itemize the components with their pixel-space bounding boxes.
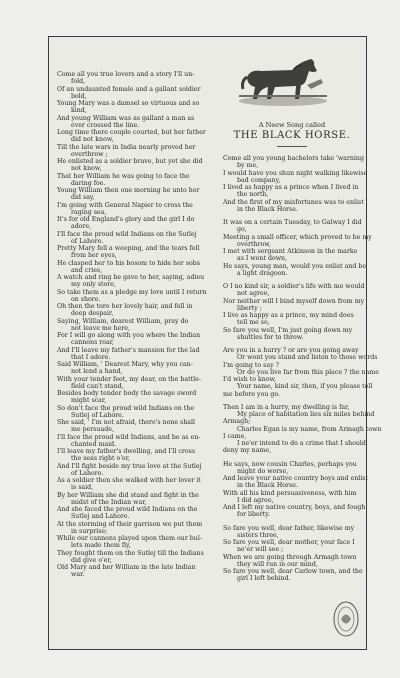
ballad-line: a light dragoon. [237,269,288,277]
title-rule [277,146,307,147]
ballad-line: And young William was as gallant a man as [57,114,195,122]
stanza [223,283,365,341]
ballad-line: I did agree, [237,496,274,504]
ballad-line: So don't face the proud wild Indians on the [57,404,195,412]
ballad-line: Sutlej and Lahore. [71,513,130,521]
ballad-line: Long time there couple courted, but her father [57,129,206,136]
ballad-line: shuttles for to throw. [237,333,304,341]
ballad-line: field can't stand, [71,382,124,390]
stanza [223,219,372,277]
ballad-line: Young William then one morning he unto her [57,187,200,194]
ballad-line: Young Mary was a damsel so virtuous and so [57,100,200,107]
stanza [223,525,361,583]
ballad-line: And leave your native country boys and enlist [223,475,368,482]
ballad-line: Nor neither will I bind myself down from my [223,297,365,305]
ballad-line: Besides body tender body the savage sword [57,390,197,397]
ballad-line: I would have you shun night walking likewise [223,169,368,177]
ballad-line: adore, [71,223,92,231]
ballad-line: bad company, [237,176,281,184]
ballad-line: Are you in a hurry ? or are you going away [223,347,359,354]
ballad-line: daring foe. [71,179,106,187]
ballad-line: It's for old England's glory and the girl I do [57,216,195,223]
ballad-line: It was on a certain Tuesday, to Galway I did [223,219,362,226]
ballad-line: He clasped her to his bosom to hide her sobs [57,259,200,267]
song-subtitle: A Neew Song called [258,121,326,129]
ballad-line: O I no kind sir, a soldier's life with me would [223,283,365,290]
ballad-line: did say, [71,194,95,202]
ballad-line: Come all you true lovers and a story I'll un- [57,71,195,78]
ballad-line: overthrow, [237,240,271,248]
ballad-line: deny my name, [223,447,272,455]
ballad-right-column [223,155,382,583]
ballad-line: by me, [237,162,259,170]
ballad-line: ne'er will see ; [237,546,284,554]
ballad-line: So fare you well, dear Carlow town, and the [223,568,363,575]
ballad-line: Armagh; [223,418,251,426]
ballad-line: in the Black Horse. [237,205,298,213]
ballad-line: And I'll fight beside my true love at the Sutlej [57,462,202,470]
ballad-line: With all his kind persuasiveness, with him [223,489,357,497]
ballad-line: So take them as a pledge my love until I return [57,288,207,296]
ballad-line: He says, now cousin Charles, perhaps you [223,460,357,468]
ballad-line: the seas right o'er, [71,455,131,463]
ballad-line: Or do you live far from this place ? the name [237,368,379,376]
ballad-line: that I adore. [71,353,111,361]
ballad-line: not agree, [237,290,270,298]
ballad-line: the north, [237,191,269,199]
ballad-line: He enlisted as a soldier brave, but yet she did [57,158,203,165]
ballad-line: Charles Egan is my name, from Armagh town [237,425,382,433]
ballad-line: me persuade, [71,426,114,434]
ballad-line: And I'll leave my father's mansion for the lad [57,346,200,354]
ballad-line: did give o'er, [71,556,112,564]
song-title: THE BLACK HORSE. [233,130,351,141]
ballad-line: Oh then the tore her lovely hair, and fell in [57,303,193,310]
ballad-line: I'm going to say ? [223,361,279,369]
ballad-line: overthrow ; [71,150,108,158]
ballad-line: in surprise; [71,527,108,535]
ballad-line: Saying, William, dearest William, pray do [57,317,189,325]
ballad-line: tell me so, [237,319,270,327]
ballad-line: She said, ' I'm not afraid, there's none shall [57,419,196,426]
ballad-line: for liberty. [237,511,270,519]
ballad-line: midst of the Indian war, [71,498,147,506]
ballad-line: I ne'er intend to do a crime that I should [237,440,366,447]
ballad-line: go, [237,226,247,234]
ballad-line: bold, [71,92,87,100]
ballad-left-column [57,71,207,579]
ballad-line: So fare you well, dear mother, your face I [223,539,355,546]
ballad-line: I'll face the proud wild Indians on the Sutlej [57,230,197,238]
ballad-line: And I left my native country, boys, and fough [223,504,366,511]
ballad-line: Your name, kind sir, then, if you please tell [237,383,373,391]
stanza [223,155,368,213]
ballad-line: might scar, [71,397,107,405]
ballad-line: kind, [71,107,87,115]
ballad-line: I'm going with General Napier to cross the [57,201,193,209]
ballad-line: They fought them on the Sutlej till the Indians [57,549,204,557]
ballad-line: on shore. [71,295,101,303]
ballad-line: liberty ; [237,304,262,312]
ballad-line: Old Mary and her William in the late Indian [57,564,196,571]
ballad-line: not lend a hand, [71,368,123,376]
ballad-line: my only store, [71,281,116,289]
ballad-line: Till the late wars in India nearly proved her [57,143,196,151]
ballad-line: fold, [71,78,86,86]
ballad-line: Or wont you stand and listen to those words [237,354,378,362]
ballad-line: I'll leave my father's dwelling, and I'll cross [57,448,196,455]
ballad-line: As a soldier then she walked with her lover it [57,477,201,484]
ballad-line: So fare you well, I'm just going down my [223,326,353,334]
ballad-line: lets made them fly, [71,542,131,550]
stanza [223,403,382,455]
ballad-line: chanted maid. [71,440,117,448]
ballad-line: in the Black Horse. [237,482,298,490]
ballad-line: I'd wish to know, [223,376,277,383]
ballad-line: as I went down, [237,255,288,263]
ballad-line: Of an undaunted female and a gallant soldier [57,85,201,93]
ballad-line: not know, [71,165,102,173]
ballad-line: me before you go. [223,390,281,398]
ballad-line: deep despair, [71,310,114,318]
stanza [223,347,379,398]
ballad-line: of Lahore. [71,469,104,477]
black-horse-woodcut [237,55,329,107]
ballad-line: And she faced the proud wild Indians on the [57,506,198,513]
ballad-line: My place of habitation lies six miles behind [237,411,375,418]
ballad-line: By her William she did stand and fight in the [57,491,199,499]
ballad-line: That her William he was going to face the [57,172,190,180]
ballad-line: I live as happy as a prince, my mind does [223,312,354,319]
ballad-line: not leave me here, [71,324,130,332]
ballad-line: Then I am in a hurry, my dwelling is far, [223,403,350,411]
ballad-line: sisters three, [237,531,279,539]
ballad-line: I met with sergeant Atkinson in the marke [223,248,358,255]
ballad-line: While our cannons played upon them our bul- [57,535,202,542]
ballad-line: from her eyes, [71,252,117,260]
ballad-line: At the storming of their garrison we put them [57,520,203,528]
ballad-line: did not know, [71,136,114,144]
ballad-line: I lived as happy as a prince when I lived in [223,184,359,191]
broadside-sheet [48,36,382,650]
ballad-line: When we are going through Armagh town [223,553,357,561]
ballad-line: girl I left behind. [237,575,291,583]
ballad-line: and cries, [71,266,103,274]
stanza [223,460,368,519]
ballad-line: And the first of my misfortunes was to enlist [223,198,364,206]
ballad-line: is said, [71,484,94,492]
ballad-line: of Lahore. [71,237,104,245]
printer-seal [332,600,360,638]
ballad-line: Said William, ' Dearest Mary, why you can- [57,361,193,368]
ballad-line: ever crossed the line. [71,121,140,129]
ballad-line: For I will go along with you where the Indian [57,332,201,339]
ballad-line: war. [71,571,85,579]
ballad-line: cannons roar, [71,339,115,347]
ballad-line: raging sea, [71,208,107,216]
ballad-line: I came, [223,432,247,440]
ballad-line: Come all you young bachelors take 'warning [223,155,364,162]
ballad-line: Pretty Mary fell a weeping, and the tears fell [57,245,200,252]
ballad-line: they will run in our mind, [237,560,318,568]
ballad-line: He says, young man, would you enlist and be [223,262,367,270]
ballad-line: might do worse, [237,467,289,475]
ballad-line: Meeting a small officer, which proved to be my [223,233,372,241]
ballad-line: So fare you well, dear father, likewise my [223,524,355,532]
ballad-line: Sutlej of Lahore. [71,411,124,419]
ballad-line: A watch and ring he gave to her, saying, adieu [57,274,205,281]
ballad-line: I'll face the proud wild Indians, and be as en- [57,433,201,441]
ballad-line: With your tender feet, my dear, on the battle- [57,375,201,383]
